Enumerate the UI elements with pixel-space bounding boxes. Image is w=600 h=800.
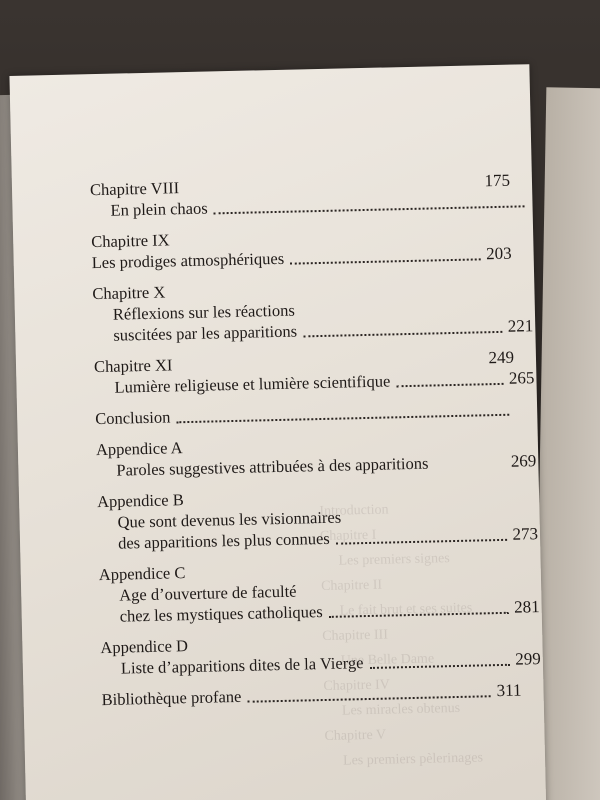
- toc-page-number: 299: [515, 649, 542, 669]
- toc-page-number: 249: [488, 347, 515, 368]
- dot-leader: [370, 664, 510, 669]
- dot-leader: [214, 205, 525, 214]
- toc-entry-label: Appendice C: [98, 563, 186, 585]
- ghost-line: Les premiers pèlerinages: [342, 750, 484, 769]
- dot-leader: [290, 258, 480, 264]
- toc-entry-appendice-c: [98, 555, 540, 628]
- toc-heading-row: [95, 399, 515, 430]
- ghost-line: Chapitre IV: [323, 677, 391, 695]
- book-page: [9, 64, 546, 800]
- toc-entry-chapitre-x: [92, 274, 534, 347]
- toc-entry-title-cont: chez les mystiques catholiques: [119, 602, 323, 626]
- toc-entry-bibliotheque: [101, 680, 521, 711]
- ghost-line: Chapitre I: [319, 527, 377, 545]
- toc-entry-title: Les prodiges atmosphériques: [91, 248, 285, 273]
- toc-entry-label: Appendice B: [96, 490, 184, 512]
- dot-leader: [176, 414, 509, 424]
- toc-entry-title: Que sont devenus les visionnaires: [117, 507, 342, 532]
- ghost-line: Introduction: [319, 502, 389, 520]
- toc-heading-row: [101, 680, 521, 711]
- toc-entry-title: Paroles suggestives attribuées à des apparitions: [116, 453, 429, 480]
- toc-page-number: 265: [508, 368, 535, 388]
- ghost-line: Les premiers signes: [338, 551, 450, 569]
- toc-entry-label: Conclusion: [95, 407, 171, 429]
- toc-entry-label: Chapitre X: [92, 282, 166, 304]
- toc-page-number: 221: [507, 316, 534, 336]
- toc-entry-appendice-d: [100, 628, 542, 680]
- toc-page-number: 281: [513, 597, 540, 617]
- toc-entry-appendice-a: [95, 430, 537, 482]
- toc-entry-chapitre-xi: [93, 347, 535, 399]
- dot-leader: [329, 612, 508, 618]
- toc-entry-title-cont: des apparitions les plus connues: [117, 528, 330, 553]
- toc-entry-title: En plein chaos: [110, 198, 208, 220]
- ghost-line: Chapitre V: [324, 727, 387, 745]
- toc-page-number: 175: [484, 170, 511, 191]
- toc-entry-title: Lumière religieuse et lumière scientifique: [114, 371, 391, 397]
- toc-page-number: 269: [510, 451, 537, 471]
- toc-entry-conclusion: [95, 399, 515, 430]
- ghost-line: Chapitre III: [322, 627, 389, 645]
- toc-entry-label: Appendice D: [100, 636, 189, 658]
- ghost-line: Chapitre II: [320, 577, 383, 595]
- dot-leader: [303, 331, 502, 338]
- dot-leader: [336, 539, 507, 545]
- toc-entry-chapitre-viii: [90, 170, 511, 222]
- toc-page-number: 311: [496, 680, 522, 701]
- toc-entry-label: Chapitre IX: [91, 230, 170, 252]
- toc-entry-chapitre-ix: [91, 222, 512, 274]
- ghost-line: Les miracles obtenus: [341, 700, 461, 719]
- ghost-line: Une Belle Dame: [340, 651, 435, 669]
- table-of-contents: [89, 170, 542, 720]
- toc-page-number: 273: [512, 524, 539, 544]
- toc-entry-label: Chapitre VIII: [89, 178, 180, 200]
- toc-entry-title-cont: suscitées par les apparitions: [113, 321, 298, 345]
- toc-entry-appendice-b: [96, 482, 539, 555]
- toc-entry-label: Bibliothèque profane: [101, 686, 242, 710]
- toc-page-number: 203: [485, 243, 512, 264]
- ghost-line: Le fait brut et ses suites: [339, 600, 473, 619]
- toc-entry-label: Appendice A: [95, 438, 183, 460]
- toc-entry-label: Chapitre XI: [93, 355, 173, 377]
- dot-leader: [247, 695, 490, 703]
- toc-entry-title: Réflexions sur les réactions: [112, 300, 295, 324]
- toc-entry-title: Liste d’apparitions dites de la Vierge: [120, 653, 364, 678]
- toc-entry-title: Age d’ouverture de faculté: [119, 581, 297, 605]
- dot-leader: [396, 383, 503, 387]
